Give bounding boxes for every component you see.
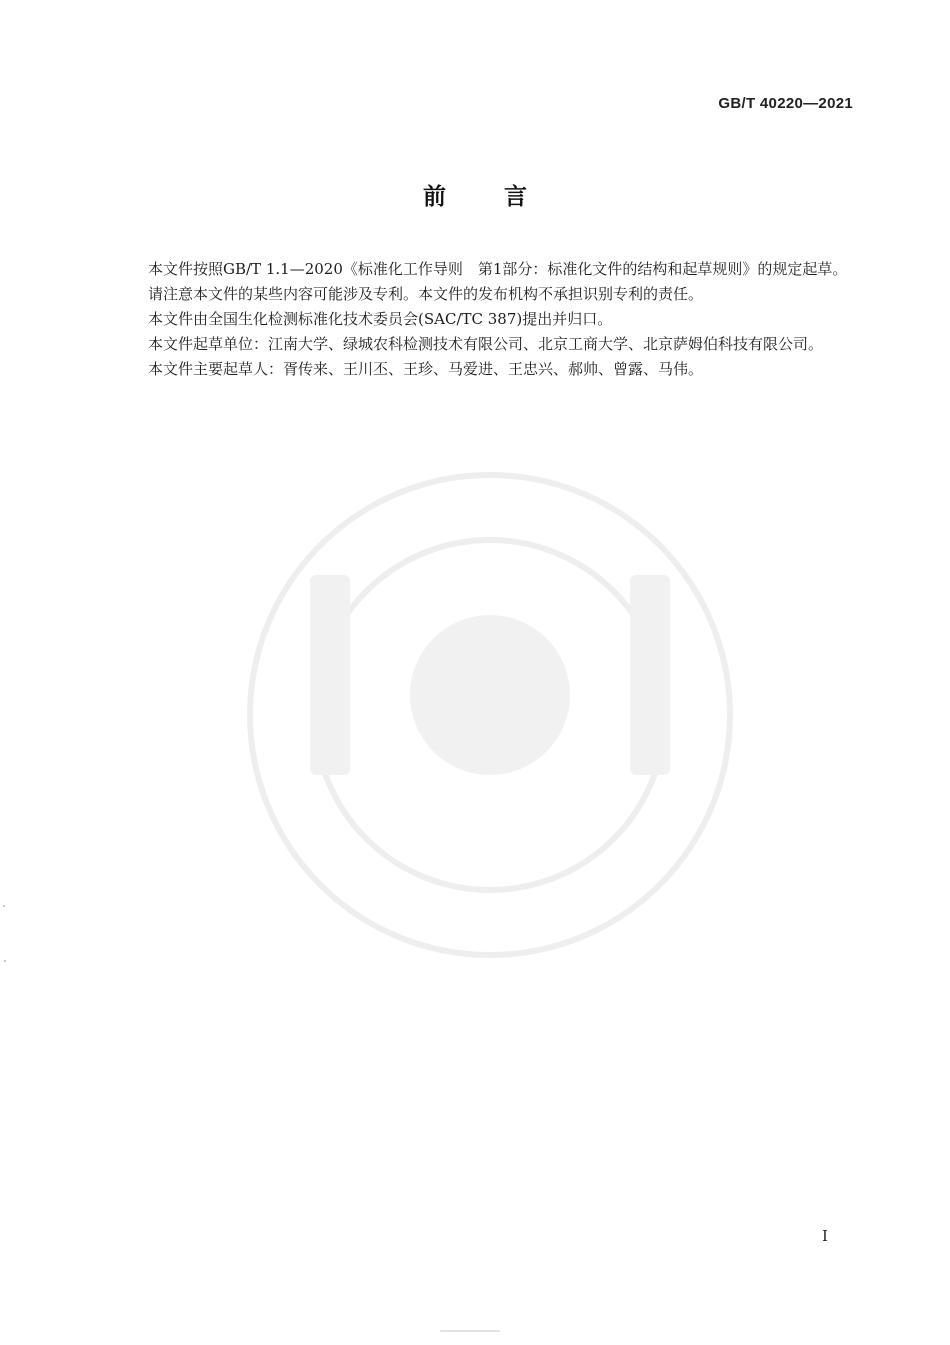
page-number: I <box>822 1227 828 1245</box>
scan-dot <box>4 960 6 962</box>
paragraph-drafting-units: 本文件起草单位：江南大学、绿城农科检测技术有限公司、北京工商大学、北京萨姆伯科技有限公司。 <box>148 335 824 353</box>
watermark-seal-icon <box>200 465 780 965</box>
scan-mark <box>440 1330 500 1332</box>
paragraph-drafters: 本文件主要起草人：胥传来、王川丕、王珍、马爱进、王忠兴、郝帅、曾露、马伟。 <box>148 360 704 378</box>
paragraph-proposer: 本文件由全国生化检测标准化技术委员会(SAC/TC 387)提出并归口。 <box>148 310 613 328</box>
paragraph-drafting-basis: 本文件按照GB/T 1.1—2020《标准化工作导则 第1部分：标准化文件的结构和起草规则》的规定起草。 <box>148 260 848 278</box>
paragraph-patent-notice: 请注意本文件的某些内容可能涉及专利。本文件的发布机构不承担识别专利的责任。 <box>148 285 704 303</box>
section-title: 前言 <box>423 184 585 210</box>
document-code: GB/T 40220—2021 <box>718 95 853 112</box>
scan-dot <box>3 905 5 907</box>
preface-body <box>114 257 854 382</box>
